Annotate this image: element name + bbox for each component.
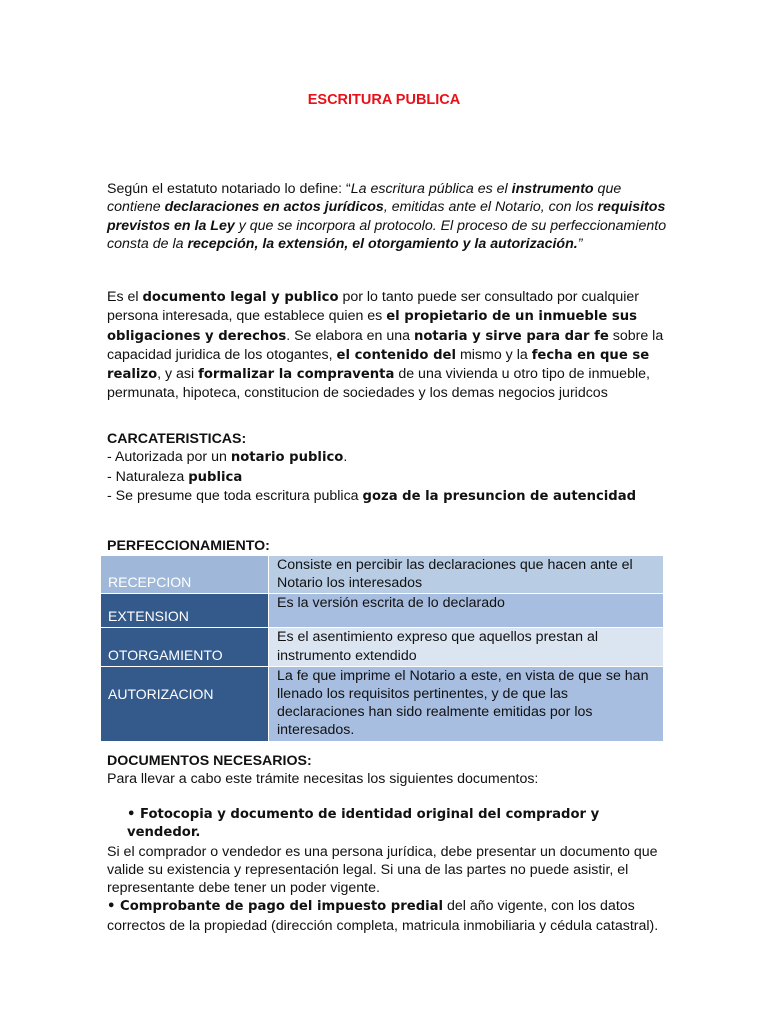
- definition-emphasis: formalizar la compraventa: [198, 367, 395, 383]
- intro-quote: , emitidas ante el Notario, con los: [383, 199, 598, 216]
- intro-quote-close: ”: [577, 235, 583, 252]
- characteristic-text: .: [343, 449, 348, 466]
- intro-text: Según el estatuto notariado lo define: “: [107, 181, 351, 197]
- characteristic-text: - Se presume que toda escritura publica: [107, 487, 363, 504]
- definition-text: , y asi: [157, 366, 199, 383]
- characteristic-emphasis: goza de la presuncion de autencidad: [362, 488, 637, 504]
- stage-label: AUTORIZACION: [101, 666, 269, 741]
- characteristic-item: [107, 487, 667, 506]
- stage-label: RECEPCION: [101, 556, 269, 594]
- stage-label: EXTENSION: [101, 594, 269, 628]
- perfeccionamiento-heading: PERFECCIONAMIENTO:: [107, 538, 270, 554]
- definition-paragraph: [107, 288, 667, 403]
- definition-text: de una vivienda u otro tipo de inmueble, permunata, hipoteca, constitucion de sociedades y los demas negocios juridcos: [107, 366, 650, 402]
- characteristic-emphasis: notario publico: [230, 450, 344, 466]
- intro-emphasis: recepción, la extensión, el otorgamiento y la autorización.: [187, 235, 578, 252]
- characteristic-item: [107, 468, 667, 487]
- definition-text: mismo y la: [456, 346, 532, 363]
- characteristic-emphasis: publica: [188, 469, 243, 485]
- documents-heading: DOCUMENTOS NECESARIOS:: [107, 753, 312, 769]
- document-item-title: • Comprobante de pago del impuesto predial: [107, 899, 444, 915]
- document-title: ESCRITURA PUBLICA: [307, 92, 461, 108]
- document-item-text: del año vigente, con los datos correctos de la propiedad (dirección completa, matricula inmobiliaria y cédula catastral).: [107, 898, 659, 934]
- definition-text: Es el: [107, 289, 143, 305]
- definition-emphasis: documento legal y publico: [142, 290, 339, 305]
- intro-emphasis: declaraciones en actos jurídicos: [164, 199, 384, 216]
- definition-text: sobre la capacidad juridica de los otogantes,: [107, 327, 664, 363]
- table-row: [101, 628, 664, 666]
- documents-list: [107, 806, 667, 935]
- intro-emphasis: instrumento: [511, 181, 594, 197]
- intro-quote: que contiene: [107, 181, 622, 216]
- document-item-title: • Fotocopia y documento de identidad original del comprador y vendedor.: [127, 807, 600, 841]
- stage-label: OTORGAMIENTO: [101, 628, 269, 666]
- characteristic-text: - Autorizada por un: [107, 449, 231, 466]
- stage-description: Es el asentimiento expreso que aquellos prestan al instrumento extendido: [269, 628, 664, 666]
- intro-quote: La escritura pública es el: [350, 181, 512, 197]
- stage-description: Es la versión escrita de lo declarado: [269, 594, 664, 628]
- intro-quote: y que se incorpora al protocolo. El proceso de su perfeccionamiento consta de la: [107, 217, 667, 252]
- characteristic-text: - Naturaleza: [107, 468, 189, 485]
- intro-paragraph: [107, 180, 667, 253]
- characteristics-section: [107, 430, 667, 506]
- perfeccionamiento-table: [100, 555, 664, 742]
- documents-section: [107, 752, 667, 789]
- table-row: [101, 594, 664, 628]
- characteristics-heading: CARCATERISTICAS:: [107, 431, 247, 447]
- document-item-text: Si el comprador o vendedor es una persona jurídica, debe presentar un documento que valide su existencia y representación legal. Si una de las partes no puede asistir, el representante debe tener un poder vigente.: [107, 843, 658, 897]
- definition-text: . Se elabora en una: [286, 327, 414, 344]
- intro-emphasis: requisitos previstos en la Ley: [107, 199, 666, 234]
- document-item: [107, 897, 667, 935]
- characteristic-item: [107, 448, 667, 467]
- stage-description: Consiste en percibir las declaraciones que hacen ante el Notario los interesados: [269, 556, 664, 594]
- table-row: [101, 666, 664, 741]
- table-row: [101, 556, 664, 594]
- documents-intro: Para llevar a cabo este trámite necesitas los siguientes documentos:: [107, 771, 539, 788]
- definition-emphasis: el propietario de un inmueble sus obligaciones y derechos: [107, 309, 637, 344]
- definition-emphasis: notaria y sirve para dar fe: [413, 328, 609, 344]
- definition-emphasis: el contenido del: [336, 347, 456, 363]
- definition-text: por lo tanto puede ser consultado por cualquier persona interesada, que establece quien es: [107, 289, 640, 325]
- stage-description: La fe que imprime el Notario a este, en vista de que se han llenado los requisitos pertinentes, y de que las declaraciones han sido realmente emitidas por los interesados.: [269, 666, 664, 741]
- definition-emphasis: fecha en que se realizo: [107, 347, 650, 383]
